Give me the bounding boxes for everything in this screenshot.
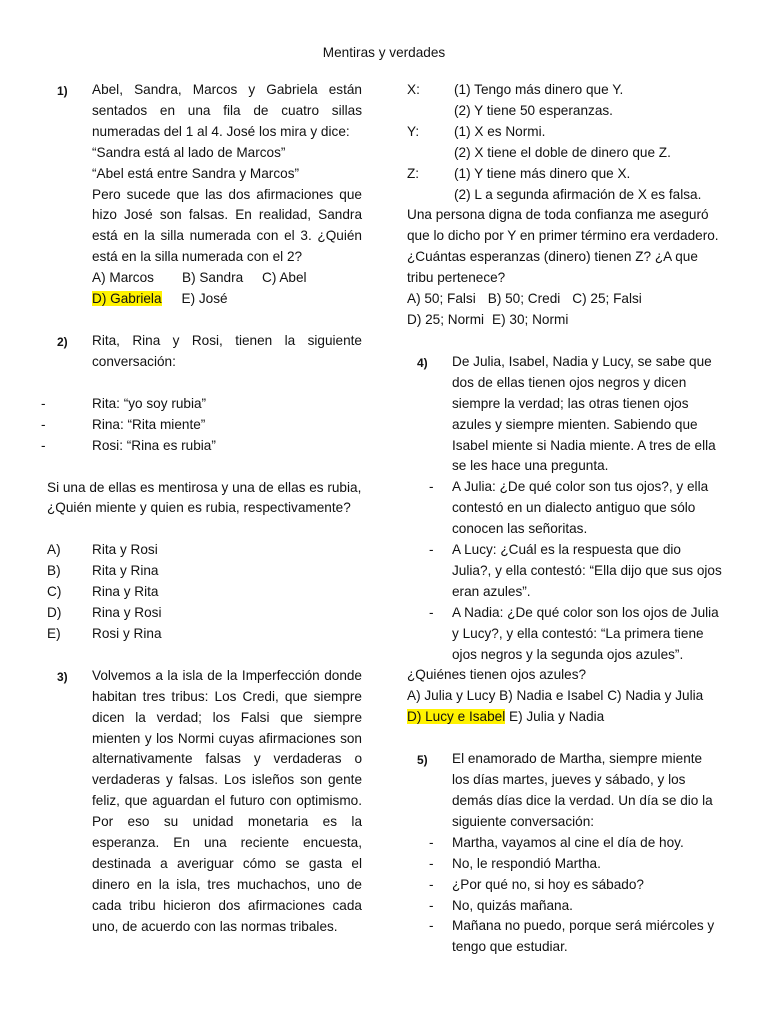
answer-option: E) 30; Normi: [492, 311, 569, 327]
list-item: - A Julia: ¿De qué color son tus ojos?, y ella contestó en un dialecto antiguo que sólo conocen las señoritas.: [429, 479, 709, 537]
question-number: 4): [417, 355, 428, 370]
answer-option: E) Julia y Nadia: [505, 709, 605, 725]
question-text: Abel, Sandra, Marcos y Gabriela están sentados en una fila de cuatro sillas numeradas del 1 al 4. José los mira y dice:: [92, 82, 362, 139]
answer-option: C) 25; Falsi: [572, 291, 642, 307]
answer-options-row: A) Julia y Lucy B) Nadia e Isabel C) Nadia y Julia: [407, 688, 704, 704]
list-item: - A Nadia: ¿De qué color son los ojos de Julia y Lucy?, y ella contestó: “La primera tiene ojos negros y la segunda ojos azules”.: [429, 604, 719, 662]
answer-option-highlighted: D) Gabriela: [92, 291, 162, 307]
list-item: - Martha, vayamos al cine el día de hoy.: [429, 834, 684, 850]
question-number: 2): [57, 334, 68, 349]
page-title: Mentiras y verdades: [322, 45, 446, 60]
answer-option: E) Rosi y Rina: [47, 625, 162, 641]
list-item: - No, le respondió Martha.: [429, 855, 601, 871]
left-column: [41, 80, 362, 938]
answer-options-row: [407, 707, 723, 728]
answer-option: A) Rita y Rosi: [47, 542, 158, 558]
question-text: Pero sucede que las dos afirmaciones que hizo José son falsas. En realidad, Sandra está en la silla numerada con el 3. ¿Quién está en la silla numerada con el 2?: [92, 186, 362, 265]
list-item: - Rina: “Rita miente”: [41, 416, 206, 432]
quote-line: “Abel está entre Sandra y Marcos”: [92, 165, 300, 181]
answer-option: B) Sandra: [182, 270, 244, 286]
question-text: Si una de ellas es mentirosa y una de ellas es rubia, ¿Quién miente y quien es rubia, respectivamente?: [47, 479, 362, 516]
statement-y: Y: (1) X es Normi. (2) X tiene el doble de dinero que Z.: [407, 123, 671, 160]
question-text: Volvemos a la isla de la Imperfección donde habitan tres tribus: Los Credi, que siempre dicen la verdad; los Falsi que siempre mienten y los Normi cuyas afirmaciones son alternativamente falsas y verdaderas o verdaderas y falsas. Los isleños son gente feliz, que aguardan el futuro con optimismo. Por eso su unidad monetaria es la esperanza. En una reciente encuesta, destinada a averiguar cómo se gasta el dinero en la isla, tres muchachos, uno de cada tribu hicieron dos afirmaciones cada uno, de acuerdo con las normas tribales.: [92, 667, 362, 934]
right-column: [407, 80, 723, 958]
answer-option: B) Rita y Rina: [47, 563, 159, 579]
question-number: 1): [57, 84, 68, 98]
list-item: - A Lucy: ¿Cuál es la respuesta que dio Julia?, y ella contestó: “Ella dijo que sus ojos eran azules”.: [429, 542, 722, 599]
answer-option: A) 50; Falsi: [407, 291, 476, 307]
question-4: [407, 352, 723, 477]
question-1: [47, 80, 362, 310]
answer-option: C) Rina y Rita: [47, 584, 159, 600]
answer-option: C) Abel: [262, 270, 307, 286]
question-5: [407, 749, 723, 833]
question-text: De Julia, Isabel, Nadia y Lucy, se sabe que dos de ellas tienen ojos negros y dicen siempre la verdad; las otras tienen ojos azules y siempre mienten. Sabiendo que Isabel miente si Nadia miente. A tres de ella se les hace una pregunta.: [452, 353, 716, 474]
answer-options-row: [407, 289, 723, 310]
answer-options-row: [92, 289, 362, 310]
answer-option: E) José: [181, 291, 228, 307]
list-item: - Mañana no puedo, porque será miércoles y tengo que estudiar.: [429, 918, 715, 955]
answer-option: D) Rina y Rosi: [47, 605, 162, 621]
question-text: Rita, Rina y Rosi, tienen la siguiente conversación:: [92, 332, 362, 369]
question-text: ¿Cuántas esperanzas (dinero) tienen Z? ¿A que tribu pertenece?: [407, 249, 698, 286]
list-item: - No, quizás mañana.: [429, 897, 573, 913]
quote-line: “Sandra está al lado de Marcos”: [92, 144, 286, 160]
paragraph: Una persona digna de toda confianza me aseguró que lo dicho por Y en primer término era verdadero.: [407, 207, 719, 244]
list-item: - Rosi: “Rina es rubia”: [41, 437, 216, 453]
question-number: 5): [417, 753, 428, 768]
question-3: [47, 666, 362, 938]
answer-option: B) 50; Credi: [487, 291, 561, 307]
answer-option: A) Marcos: [92, 270, 154, 286]
statement-z: Z: (1) Y tiene más dinero que X. (2) L a segunda afirmación de X es falsa.: [407, 165, 702, 202]
list-item: - Rita: “yo soy rubia”: [41, 395, 207, 411]
answer-options-row: [407, 310, 723, 331]
list-item: - ¿Por qué no, si hoy es sábado?: [429, 876, 644, 892]
statement-x: X: (1) Tengo más dinero que Y. (2) Y tiene 50 esperanzas.: [407, 82, 624, 118]
question-2: [47, 331, 362, 373]
answer-option-highlighted: D) Lucy e Isabel: [407, 709, 506, 725]
question-text: ¿Quiénes tienen ojos azules?: [407, 667, 587, 683]
answer-options-row: [92, 268, 362, 289]
question-text: El enamorado de Martha, siempre miente los días martes, jueves y sábado, y los demás días dice la verdad. Un día se dio la siguiente conversación:: [452, 751, 713, 829]
answer-option: D) 25; Normi: [407, 311, 485, 327]
question-number: 3): [57, 669, 68, 684]
